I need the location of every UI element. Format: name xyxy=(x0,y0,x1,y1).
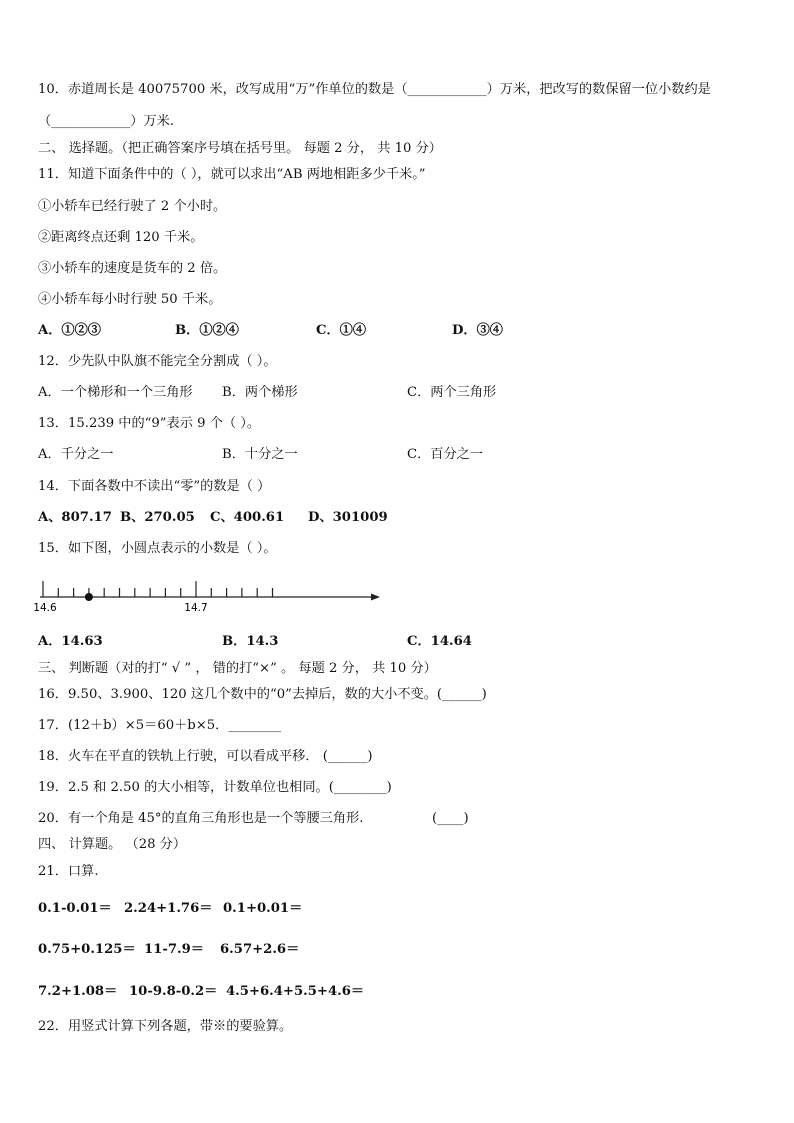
q14-stem: 14．下面各数中不读出“零”的数是（ ） xyxy=(38,479,271,494)
q11-condition-3: ③小轿车的速度是货车的 2 倍。 xyxy=(38,261,227,276)
q12-option-c[interactable]: C．两个三角形 xyxy=(407,385,497,400)
q10-line2: （____________）万米. xyxy=(38,114,175,129)
section3-heading: 三、 判断题（对的打“ √ ” ， 错的打“×” 。 每题 2 分， 共 10 分） xyxy=(38,661,437,676)
q11-option-c[interactable]: C．①④ xyxy=(316,323,367,338)
q11-stem: 11．知道下面条件中的（ ），就可以求出“AB 两地相距多少千米。” xyxy=(38,167,426,182)
q14-option-c[interactable]: C、400.61 xyxy=(210,510,285,525)
q16: 16．9.50、3.900、120 这几个数中的“0”去掉后，数的大小不变。(______) xyxy=(38,687,487,702)
calc-item: 0.1+0.01＝ xyxy=(223,901,303,916)
number-line xyxy=(30,575,390,615)
q11-condition-1: ①小轿车已经行驶了 2 个小时。 xyxy=(38,199,227,214)
q14-option-a[interactable]: A、807.17 xyxy=(38,510,112,525)
q18: 18．火车在平直的铁轨上行驶，可以看成平移． (______) xyxy=(38,749,373,764)
q15-option-b[interactable]: B．14.3 xyxy=(222,634,279,649)
q14-option-b[interactable]: B、270.05 xyxy=(120,510,195,525)
calc-item: 10-9.8-0.2＝ xyxy=(129,984,218,999)
q13-option-c[interactable]: C．百分之一 xyxy=(407,447,484,462)
q13-option-a[interactable]: A．千分之一 xyxy=(38,447,114,462)
q14-option-d[interactable]: D、301009 xyxy=(308,510,388,525)
calc-item: 2.24+1.76＝ xyxy=(124,901,213,916)
q20-text: 20．有一个角是 45°的直角三角形也是一个等腰三角形. xyxy=(38,811,364,826)
calc-item: 0.1-0.01＝ xyxy=(38,901,112,916)
number-line-arrow xyxy=(371,594,380,601)
number-line-end-label: 14.7 xyxy=(184,602,208,614)
q15-option-c[interactable]: C．14.64 xyxy=(407,634,472,649)
q12-stem: 12．少先队中队旗不能完全分割成（ ）。 xyxy=(38,354,277,369)
q13-stem: 13．15.239 中的“9”表示 9 个（ ）。 xyxy=(38,416,261,431)
q19: 19．2.5 和 2.50 的大小相等，计数单位也相同。(________) xyxy=(38,780,392,795)
q11-option-d[interactable]: D．③④ xyxy=(452,323,503,338)
q11-condition-2: ②距离终点还剩 120 千米。 xyxy=(38,230,204,245)
q15-stem: 15．如下图，小圆点表示的小数是（ ）。 xyxy=(38,541,277,556)
calc-item: 6.57+2.6＝ xyxy=(220,942,300,957)
q11-option-b[interactable]: B．①②④ xyxy=(175,323,239,338)
number-line-dot xyxy=(85,593,93,601)
q20-blank[interactable]: (____) xyxy=(432,811,469,826)
q10-line1: 10．赤道周长是 40075700 米，改写成用“万”作单位的数是（____________）万米，把改写的数保留一位小数约是 xyxy=(38,82,711,97)
q13-option-b[interactable]: B．十分之一 xyxy=(222,447,298,462)
q22: 22．用竖式计算下列各题，带※的要验算。 xyxy=(38,1019,293,1034)
calc-item: 11-7.9＝ xyxy=(144,942,204,957)
calc-item: 0.75+0.125＝ xyxy=(38,942,136,957)
q21-stem: 21．口算. xyxy=(38,864,99,879)
section4-heading: 四、 计算题。 （28 分） xyxy=(38,837,187,852)
q15-option-a[interactable]: A．14.63 xyxy=(38,634,103,649)
section2-heading: 二、 选择题。（把正确答案序号填在括号里。 每题 2 分， 共 10 分） xyxy=(38,141,442,156)
q12-option-b[interactable]: B．两个梯形 xyxy=(222,385,298,400)
q12-option-a[interactable]: A．一个梯形和一个三角形 xyxy=(38,385,193,400)
number-line-start-label: 14.6 xyxy=(33,602,57,614)
q17: 17．(12＋b）×5＝60＋b×5．________ xyxy=(38,718,282,733)
calc-item: 4.5+6.4+5.5+4.6＝ xyxy=(226,984,365,999)
calc-item: 7.2+1.08＝ xyxy=(38,984,118,999)
q11-condition-4: ④小轿车每小时行驶 50 千米。 xyxy=(38,292,222,307)
q11-option-a[interactable]: A．①②③ xyxy=(38,323,101,338)
